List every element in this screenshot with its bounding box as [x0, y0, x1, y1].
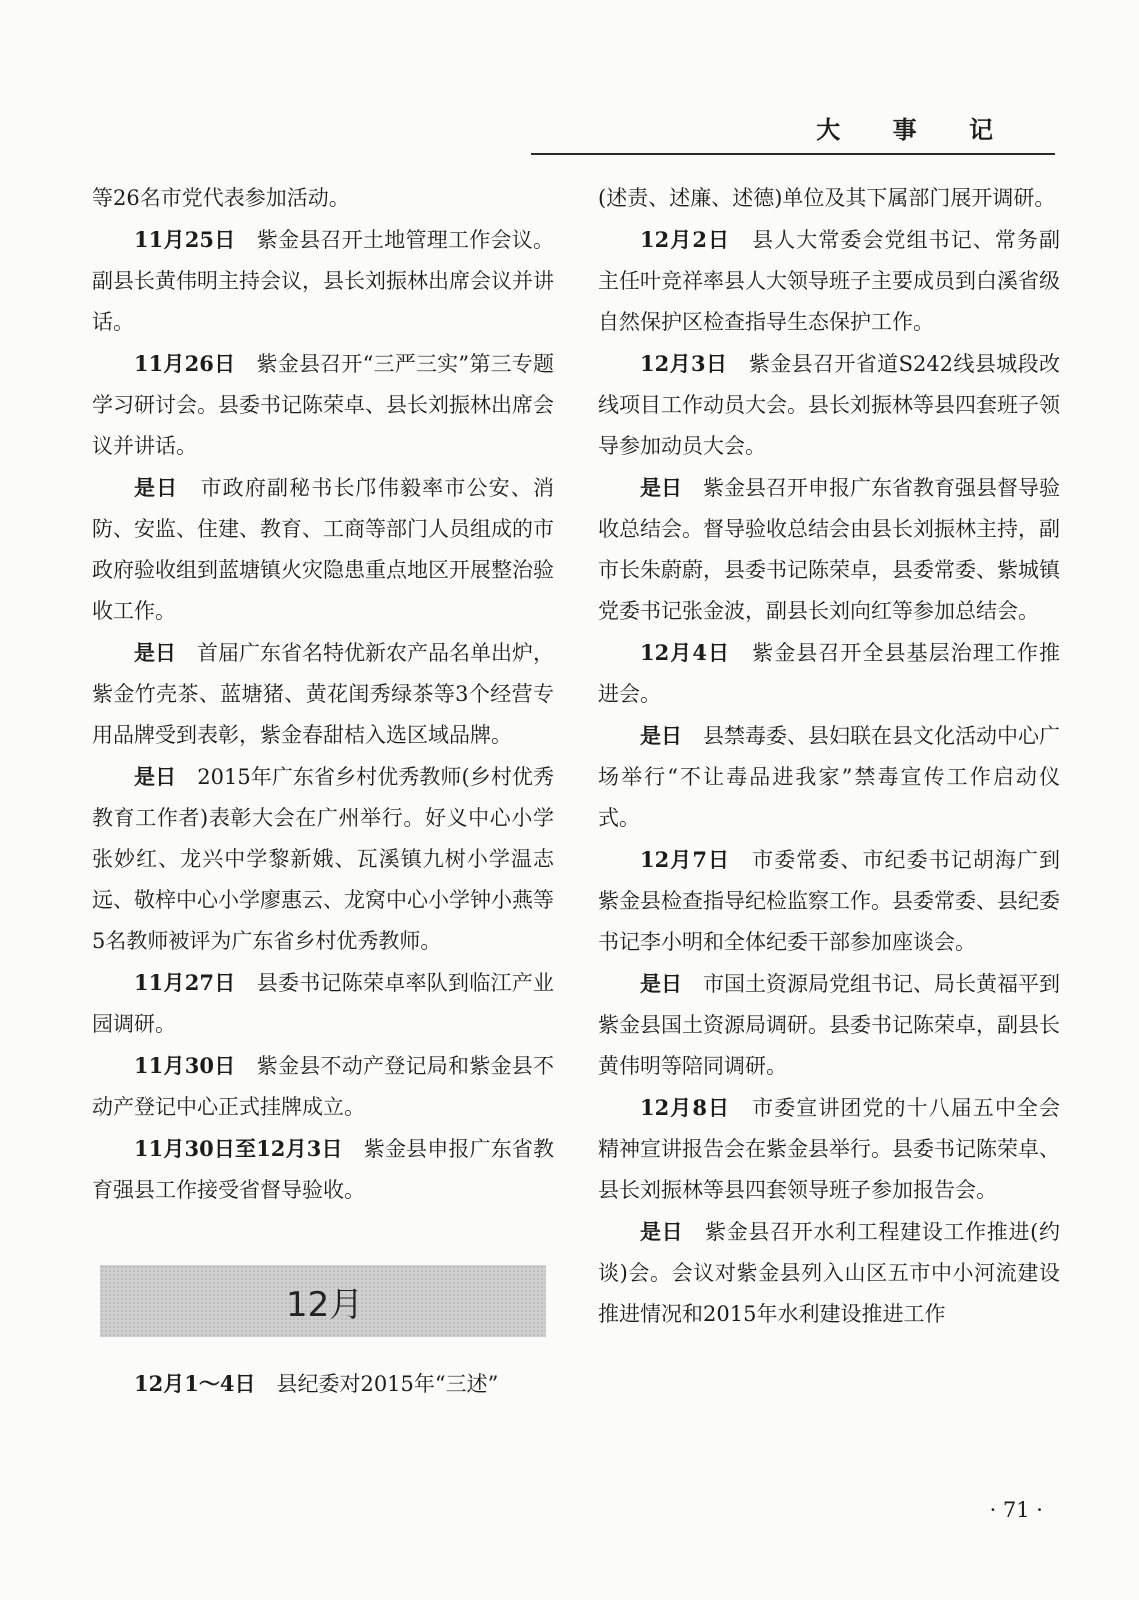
entry-text: 市委宣讲团党的十八届五中全会精神宣讲报告会在紫金县举行。县委书记陈荣卓、县长刘振林等县四套领导班子参加报告会。	[598, 1096, 1060, 1202]
entry-date: 12月3日	[640, 351, 728, 376]
entry-date: 是日	[134, 475, 179, 500]
entry-paragraph	[598, 632, 1060, 715]
entry-paragraph	[598, 1087, 1060, 1211]
entry-date: 12月4日	[640, 640, 731, 665]
entry-date: 11月30日至12月3日	[134, 1136, 343, 1161]
entry-text: 县纪委对2015年“三述”	[255, 1372, 499, 1396]
right-column	[598, 178, 1060, 1335]
entry-paragraph	[598, 715, 1060, 839]
entry-text: 紫金县申报广东省教育强县工作接受省督导验收。	[92, 1137, 554, 1202]
month-heading: 12月	[286, 1285, 364, 1325]
entry-paragraph	[598, 1211, 1060, 1335]
page-number: · 71 ·	[989, 1498, 1043, 1522]
entry-paragraph	[598, 839, 1060, 963]
entry-date: 是日	[640, 475, 682, 500]
entry-paragraph	[598, 219, 1060, 343]
entry-date: 11月25日	[134, 227, 236, 252]
entry-date: 12月7日	[640, 847, 731, 872]
entry-text: 紫金县召开土地管理工作会议。副县长黄伟明主持会议，县长刘振林出席会议并讲话。	[92, 228, 555, 334]
entry-paragraph	[92, 343, 554, 467]
entry-text: 2015年广东省乡村优秀教师(乡村优秀教育工作者)表彰大会在广州举行。好义中心小学张妙红、龙兴中学黎新娥、瓦溪镇九树小学温志远、敬梓中心小学廖惠云、龙窝中心小学钟小燕等5名教师被评为广东省乡村优秀教师。	[92, 765, 554, 953]
entry-text: 等26名市党代表参加活动。	[92, 186, 350, 210]
entry-text: 紫金县召开水利工程建设工作推进(约谈)会。会议对紫金县列入山区五市中小河流建设推进情况和2015年水利建设推进工作	[598, 1220, 1061, 1326]
entry-date: 11月30日	[134, 1053, 236, 1078]
entry-text: 紫金县召开“三严三实”第三专题学习研讨会。县委书记陈荣卓、县长刘振林出席会议并讲话。	[92, 352, 554, 458]
entry-paragraph	[92, 219, 554, 343]
entry-paragraph	[92, 1045, 554, 1128]
entry-text: 紫金县不动产登记局和紫金县不动产登记中心正式挂牌成立。	[92, 1054, 555, 1119]
entry-text: 紫金县召开全县基层治理工作推进会。	[598, 641, 1060, 706]
entry-text: (述责、述廉、述德)单位及其下属部门展开调研。	[598, 186, 1056, 210]
entry-text: 市政府副秘书长邝伟毅率市公安、消防、安监、住建、教育、工商等部门人员组成的市政府验收组到蓝塘镇火灾隐患重点地区开展整治验收工作。	[92, 476, 555, 623]
left-entries	[92, 178, 554, 1211]
entry-paragraph	[92, 962, 554, 1045]
entry-paragraph	[92, 1363, 554, 1405]
left-after-entries	[92, 1363, 554, 1405]
entry-date: 是日	[134, 640, 176, 665]
header-rule	[531, 153, 1055, 155]
month-heading-box	[100, 1265, 546, 1337]
entry-text: 县禁毒委、县妇联在县文化活动中心广场举行“不让毒品进我家”禁毒宣传工作启动仪式。	[598, 724, 1060, 830]
entry-paragraph	[598, 467, 1060, 632]
entry-date: 是日	[134, 764, 177, 789]
left-column	[92, 178, 554, 1405]
entry-text: 县委书记陈荣卓率队到临江产业园调研。	[92, 971, 555, 1036]
entry-date: 11月27日	[134, 970, 236, 995]
entry-paragraph	[92, 632, 554, 756]
entry-paragraph	[92, 756, 554, 962]
entry-date: 12月8日	[640, 1095, 731, 1120]
entry-text: 紫金县召开申报广东省教育强县督导验收总结会。督导验收总结会由县长刘振林主持，副市长朱蔚蔚，县委书记陈荣卓，县委常委、紫城镇党委书记张金波，副县长刘向红等参加总结会。	[598, 476, 1060, 623]
entry-paragraph	[92, 178, 554, 219]
entry-date: 12月2日	[640, 227, 731, 252]
entry-text: 紫金县召开省道S242线县城段改线项目工作动员大会。县长刘振林等县四套班子领导参加动员大会。	[598, 352, 1061, 458]
entry-text: 市国土资源局党组书记、局长黄福平到紫金县国土资源局调研。县委书记陈荣卓，副县长黄伟明等陪同调研。	[598, 972, 1060, 1078]
entry-paragraph	[92, 1128, 554, 1211]
entry-text: 市委常委、市纪委书记胡海广到紫金县检查指导纪检监察工作。县委常委、县纪委书记李小明和全体纪委干部参加座谈会。	[598, 848, 1060, 954]
entry-paragraph	[598, 343, 1060, 467]
entry-paragraph	[598, 963, 1060, 1087]
entry-date: 11月26日	[134, 351, 236, 376]
entry-date: 是日	[640, 723, 682, 748]
entry-date: 是日	[640, 971, 682, 996]
right-entries	[598, 178, 1060, 1335]
entry-paragraph	[92, 467, 554, 632]
entry-date: 12月1～4日	[134, 1371, 256, 1396]
entry-text: 首届广东省名特优新农产品名单出炉，紫金竹壳茶、蓝塘猪、黄花闺秀绿茶等3个经营专用品牌受到表彰，紫金春甜桔入选区域品牌。	[92, 641, 554, 747]
entry-paragraph	[598, 178, 1060, 219]
section-title: 大 事 记	[816, 115, 1015, 144]
entry-date: 是日	[640, 1219, 684, 1244]
entry-text: 县人大常委会党组书记、常务副主任叶竞祥率县人大领导班子主要成员到白溪省级自然保护区检查指导生态保护工作。	[598, 228, 1060, 334]
